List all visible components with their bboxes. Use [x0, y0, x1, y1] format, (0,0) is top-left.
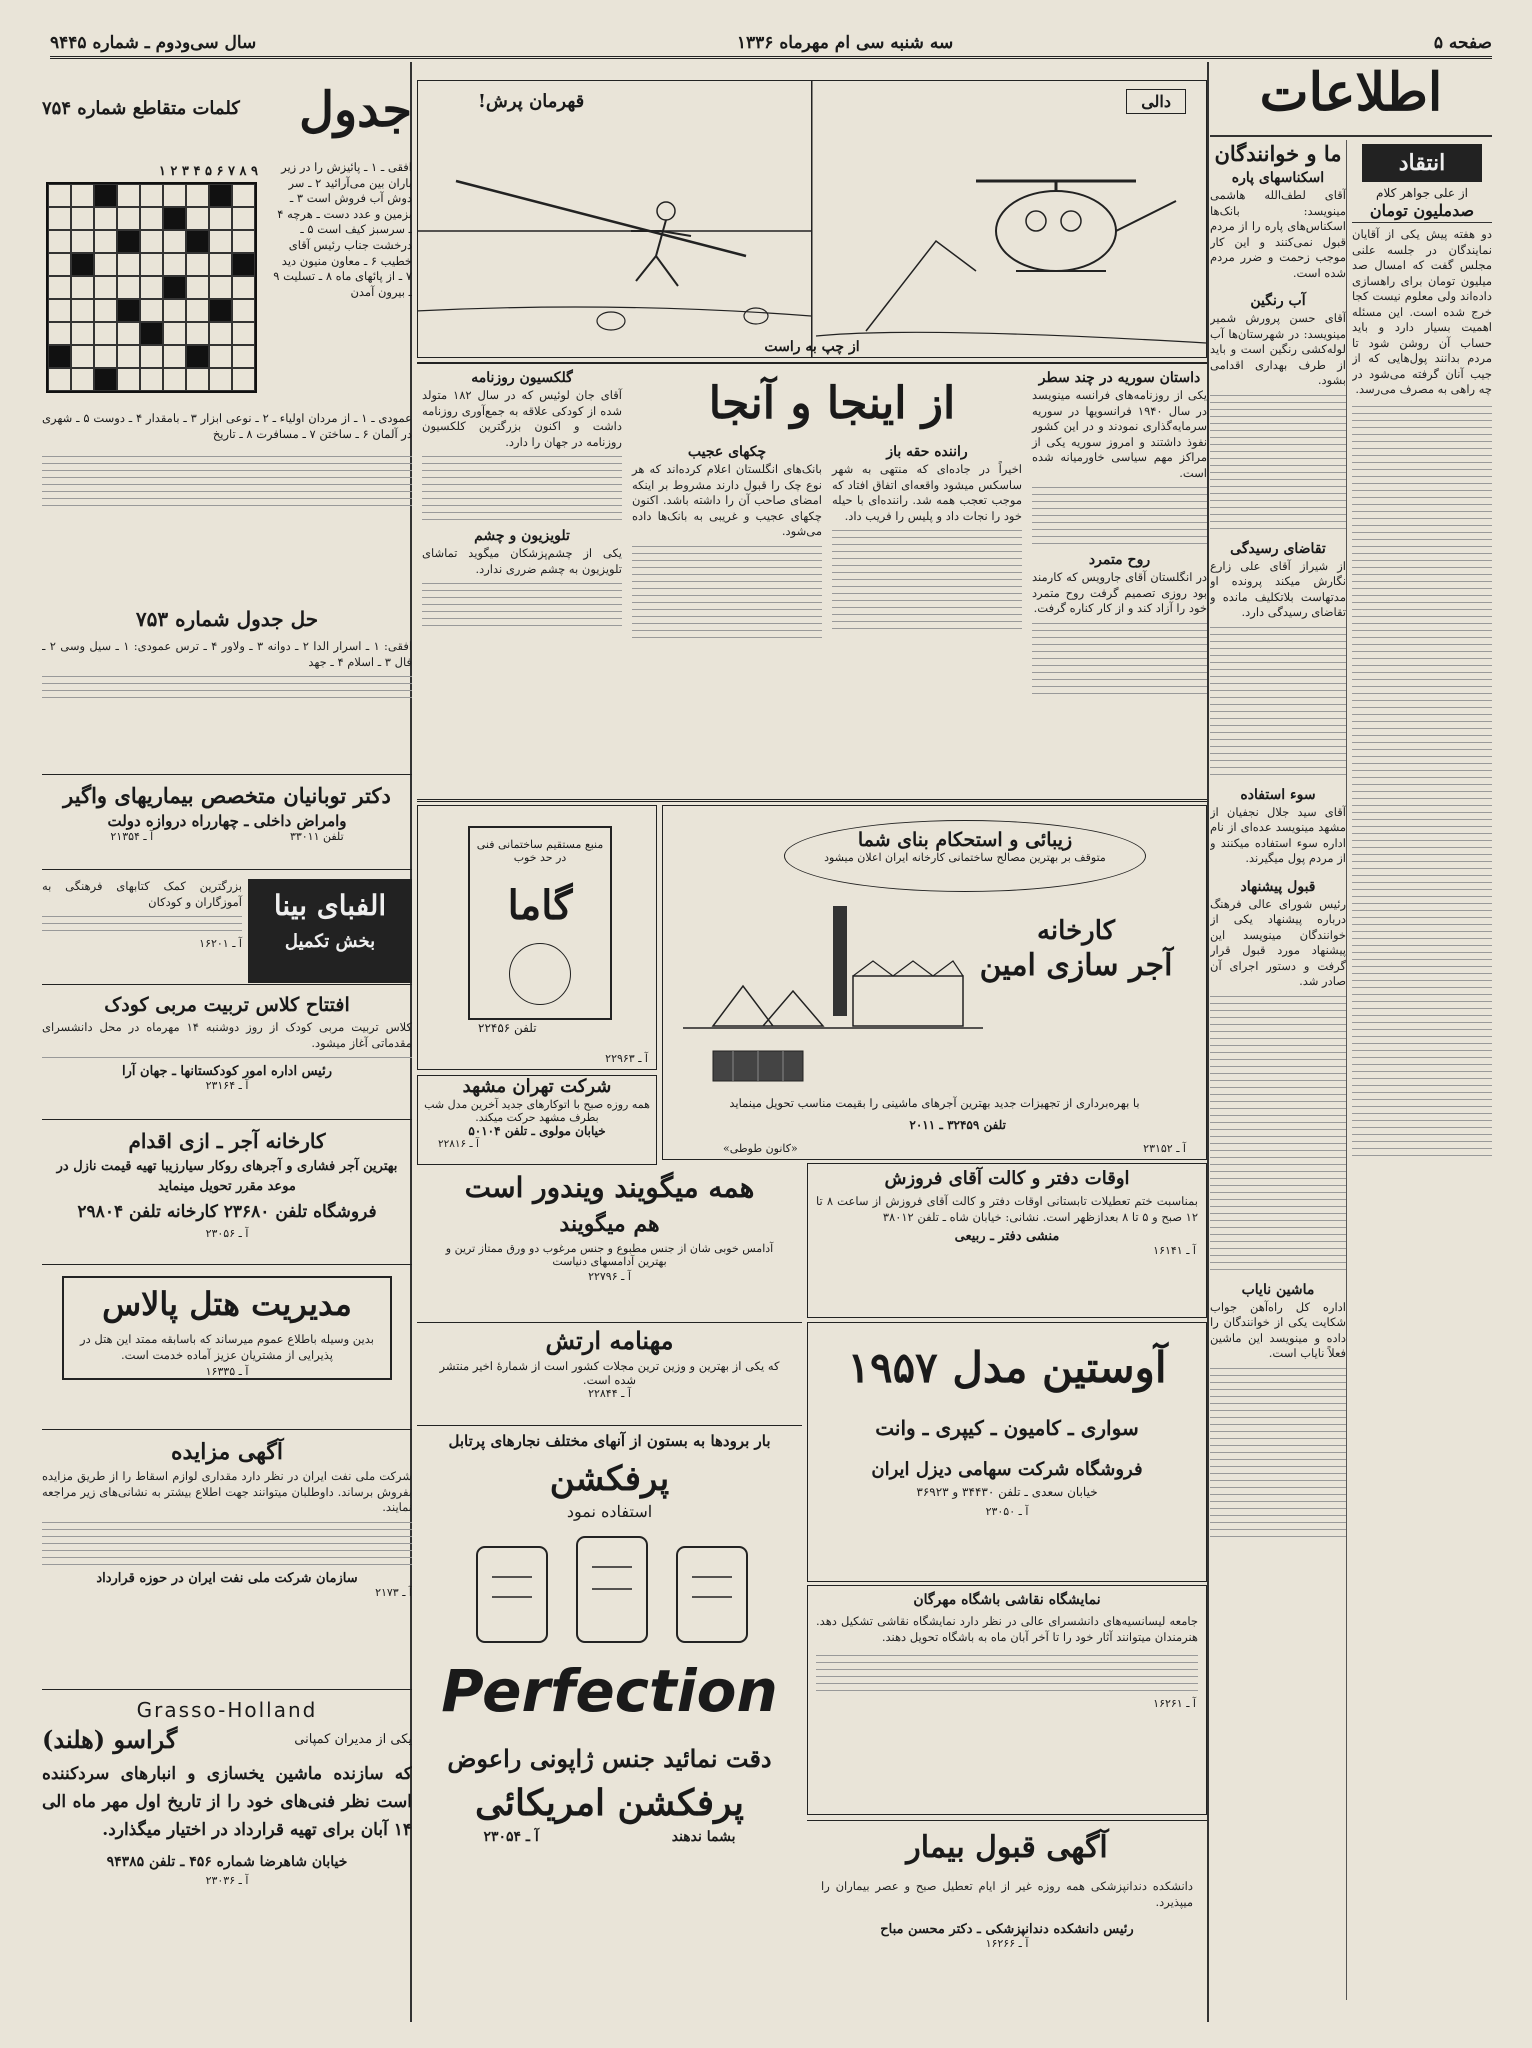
exhibition-ad: [807, 1585, 1207, 1815]
text-lines: [632, 546, 822, 638]
ad-brand: پرفکشن: [549, 1459, 670, 1499]
ad-phone: تلفن ۳۳۰۱۱: [289, 830, 344, 843]
ad-body: که یکی از بهترین و وزین ترین مجلات کشور است از شمارهٔ اخیر منتشر شده است.: [439, 1359, 780, 1387]
ad-tail: بشما ندهند: [671, 1829, 736, 1845]
ad-address: خیابان شاهرضا شماره ۴۵۶ ـ تلفن ۹۴۳۸۵: [106, 1854, 348, 1870]
ad-text-block: [42, 879, 242, 950]
auction-ad: [42, 1435, 412, 1690]
crossword-down-clues: عمودی ـ ۱ ـ از مردان اولیاء ـ ۲ ـ نوعی ابزار ۳ ـ بامقدار ۴ ـ دوست ۵ ـ شهری در آلمان ۶ ـ ساختن ۷ ـ مسافرت ۸ ـ تاریخ: [42, 411, 412, 441]
masthead-title: اطلاعات: [1259, 62, 1443, 123]
ad-caption: «کانون طوطی»: [723, 1142, 798, 1155]
ad-phone: تلفن ۳۲۴۵۹ ـ ۲۰۱۱: [909, 1118, 1006, 1132]
ad-address: خیابان مولوی ـ تلفن ۵۰۱۰۴: [468, 1124, 606, 1138]
reader-letter: [1210, 1280, 1346, 1362]
ad-code: آ ـ ۲۲۷۹۶: [588, 1270, 631, 1283]
ad-sub: یکی از مدیران کمپانی: [294, 1732, 412, 1747]
ad-brand-2: پرفکشن امریکائی: [474, 1782, 745, 1824]
ad-code: آ ـ ۲۲۸۱۶: [438, 1138, 479, 1150]
ad-title-row: [42, 1725, 412, 1754]
ad-code: آ ـ ۱۶۲۶۶: [985, 1937, 1029, 1950]
text-lines: [422, 456, 622, 520]
ad-latin-brand: Grasso-Holland: [136, 1698, 318, 1722]
gama-box: [468, 826, 612, 1020]
ad-headline: همه میگویند ویندور است: [464, 1171, 755, 1204]
gama-seal-icon: [509, 943, 571, 1005]
feature-text: بانک‌های انگلستان اعلام کرده‌اند که هر نوع چک را قبول دارند مشروط بر اینکه امضای صاحب آن را داشته باشد. اکنون چکهای عجیب و غریبی به بانک‌ها داده می‌شود.: [632, 462, 822, 538]
critique-section: انتقاد: [1362, 144, 1482, 182]
ad-body: بزرگترین کمک کتابهای فرهنگی به آموزگاران و کودکان: [42, 879, 242, 909]
brick-illustration: [703, 1041, 823, 1091]
gama-tagline: منبع مستقیم ساختمانی فنی در حد خوب: [476, 838, 604, 864]
ad-sign: سازمان شرکت ملی نفت ایران در حوزه قرارداد: [96, 1570, 358, 1586]
ad-dealer: فروشگاه شرکت سهامی دیزل ایران: [871, 1459, 1143, 1480]
text-lines: [42, 676, 412, 698]
feature-text: آقای جان لوئیس که در سال ۱۸۲ متولد شده از کودکی علاقه به جمع‌آوری روزنامه داشت و اکنون بزرگترین کلکسیون روزنامه در جهان را دارد.: [422, 388, 622, 449]
ad-body: جامعه لیسانسیه‌های دانشسرای عالی در نظر دارد نمایشگاه نقاشی تشکیل دهد. هنرمندان میتوانند آثار خود را تا آخر آبان ماه به باشگاه تحویل دهند.: [816, 1614, 1198, 1644]
divider: [1210, 135, 1492, 137]
letter-body: آقای حسن پرورش شمیر مینویسد: در شهرستان‌ها آب لوله‌کشی رنگین است و باید از طرف بهداری اقدامی بشود.: [1210, 311, 1346, 387]
text-lines: [42, 1522, 412, 1565]
reader-letter: [1210, 168, 1346, 281]
reader-letter: [1210, 539, 1346, 621]
text-lines: [1210, 395, 1346, 529]
ad-top-line: بار برودها به بستون از آنهای مختلف نجارهای پرتابل: [448, 1432, 771, 1450]
feature-text: در انگلستان آقای جارویس که کارمند بود روزی تصمیم گرفت روح متمرد خود را آزاد کند و از کار کناره گرفت.: [1032, 570, 1207, 615]
ad-code: آ ـ ۲۳۰۵۴: [483, 1829, 539, 1845]
ad-code: آ ـ ۲۳۰۳۶: [205, 1874, 249, 1887]
solution-title: حل جدول شماره ۷۵۳: [135, 607, 319, 631]
kindergarten-ad: [42, 990, 412, 1120]
ad-sub: وامراض داخلی ـ چهارراه دروازه دولت: [107, 812, 347, 830]
ad-title: شرکت تهران مشهد: [462, 1076, 612, 1097]
ad-code: آ ـ ۱۶۲۶۱: [1153, 1697, 1196, 1710]
feature-column: [422, 368, 622, 632]
ad-body: دانشکده دندانپزشکی همه روزه غیر از ایام تعطیل صبح و عصر بیماران را میپذیرد.: [821, 1879, 1193, 1909]
cartoon-caption: از چپ به راست: [764, 339, 860, 355]
text-lines: [1210, 627, 1346, 775]
reader-letter: [1210, 291, 1346, 389]
feature-text: یکی از چشم‌پزشکان میگوید تماشای تلویزیون به چشم ضرری ندارد.: [422, 546, 622, 576]
feature-heading: داستان سوریه در چند سطر: [1038, 370, 1201, 386]
ad-body: همه روزه صبح با اتوکارهای جدید آخرین مدل شب بطرف مشهد حرکت میکند.: [424, 1098, 650, 1124]
text-lines: [1210, 996, 1346, 1270]
ad-body: شرکت ملی نفت ایران در نظر دارد مقداری لوازم اسقاط را از طریق مزایده بفروش برساند. داوطلبان میتوانند جهت اطلاع بیشتر به نشانی‌های زیر مراجعه نمایند.: [42, 1469, 412, 1514]
letter-body: اداره کل راه‌آهن جواب شکایت یکی از خوانندگان را داده و مینویسد این ماشین فعلاً نایاب است.: [1210, 1299, 1346, 1360]
ad-body: آدامس خوبی شان از جنس مطبوع و جنس مرغوب دو ورق ممتاز ترین و بهترین آدامسهای دنیاست: [445, 1242, 774, 1268]
grasso-ad: [42, 1695, 412, 2015]
patient-ad: [807, 1820, 1207, 2020]
hotel-ad: [42, 1270, 412, 1430]
cartoon-title: قهرمان پرش!: [478, 91, 585, 112]
ad-sign: رئیس اداره امور کودکستانها ـ جهان آرا: [122, 1064, 332, 1079]
ad-title: افتتاح کلاس تربیت مربی کودک: [104, 994, 350, 1016]
ad-brand: آوستین مدل ۱۹۵۷: [847, 1343, 1167, 1392]
ad-code: آ ـ ۱۶۲۰۱: [199, 937, 242, 950]
ad-code: آ ـ ۲۳۰۵۶: [205, 1227, 249, 1240]
ad-footer: [42, 830, 412, 843]
text-lines: [1352, 406, 1492, 1156]
amin-brick-ad: [662, 805, 1207, 1160]
critique-byline: از علی جواهر کلام: [1376, 186, 1468, 200]
ad-title: آگهی مزایده: [171, 1439, 283, 1465]
cartoon-strip: [417, 80, 1207, 358]
feature-heading: گلکسیون روزنامه: [471, 370, 573, 386]
tehran-mashhad-ad: [417, 1075, 657, 1165]
ad-code: آ ـ ۱۶۱۴۱: [1153, 1244, 1196, 1257]
gama-phone: تلفن ۲۲۴۵۶: [478, 1021, 537, 1035]
gama-brand: گاما: [507, 882, 573, 929]
ad-title: مدیریت هتل پالاس: [102, 1285, 352, 1323]
solution-text: افقی: ۱ ـ اسرار الدا ۲ ـ دوانه ۳ ـ ولاور ۴ ـ ترس عمودی: ۱ ـ سیل وسی ۲ ـ فال ۳ ـ اسلام ۴ ـ جهد: [42, 639, 412, 669]
perfection-ad: [417, 1425, 802, 2020]
gama-code: آ ـ ۲۲۹۶۳: [605, 1052, 648, 1065]
ad-code: آ ـ ۲۱۷۳: [375, 1585, 412, 1599]
text-lines: [42, 450, 412, 512]
army-magazine-ad: [417, 1322, 802, 1422]
crossword-across-clues: افقی ـ ۱ ـ پائیزش را در زیر باران بین می‌آرائید ۲ ـ سر دوش آب فروش است ۳ ـ بزمین و عدد دست ـ هرچه ۴ ـ سرسبز کیف است ۵ ـ درخشت جناب رئیس آقای خطیب ۶ ـ معاون منیون دید ۷ ـ از پائهای ماه ۸ ـ تسلیت ۹ ـ بیرون آمدن: [273, 160, 412, 299]
ad-notice: دقت نمائید جنس ژاپونی راعوض: [447, 1744, 772, 1773]
year-issue: سال سی‌ودوم ـ شماره ۹۴۴۵: [50, 33, 257, 53]
issue-date: سه شنبه سی ام مهرماه ۱۳۳۶: [736, 33, 954, 53]
ad-code: آ ـ ۱۶۳۳۵: [205, 1365, 249, 1378]
text-lines: [1032, 487, 1207, 544]
ad-title: کارخانه: [1036, 916, 1116, 946]
cartoon-drawing: [417, 81, 1206, 358]
ad-body: بهترین آجر فشاری و آجرهای روکار سیارزیبا تهیه قیمت نازل در موعد مقرر تحویل مینماید: [56, 1159, 398, 1194]
crossword-grid[interactable]: [46, 182, 257, 393]
letter-title: تقاضای رسیدگی: [1230, 540, 1326, 557]
ad-body: که سازنده ماشین یخسازی و انبارهای سردکننده است نظر فنی‌های خود را از تاریخ اول مهر ماه الی ۱۴ آبان برای تهیه قرارداد در اختیار میگذارد.: [42, 1764, 412, 1840]
text-lines: [832, 530, 1022, 629]
letter-title: قبول پیشنهاد: [1240, 878, 1316, 895]
masthead: [1210, 62, 1492, 132]
ad-sign: منشی دفتر ـ ربیعی: [954, 1229, 1060, 1244]
austin-ad: [807, 1322, 1207, 1582]
gama-ad: [417, 805, 657, 1070]
ad-title: کارخانه آجر ـ ازی اقدام: [128, 1129, 326, 1153]
ad-title: نمایشگاه نقاشی باشگاه مهرگان: [913, 1592, 1101, 1608]
doctor-ad: [42, 780, 412, 870]
ad-sign: رئیس دانشکده دندانپزشکی ـ دکتر محسن مباح: [880, 1922, 1134, 1937]
ad-code: آ ـ ۲۳۱۶۴: [205, 1079, 249, 1092]
ad-frame: [62, 1276, 392, 1380]
feature-section: [417, 362, 1207, 802]
letter-body: آقای سید جلال نجفیان از مشهد مینویسد عده‌ای از نام اداره سوء استفاده میکنند و از مردم پول میگیرند.: [1210, 804, 1346, 865]
column-rule: [1207, 62, 1209, 2022]
ad-logo-box: [248, 879, 412, 983]
crossword-col-numbers: ۹ ۸ ۷ ۶ ۵ ۴ ۳ ۲ ۱: [158, 164, 258, 179]
feature-text: یکی از روزنامه‌های فرانسه مینویسد در سال ۱۹۴۰ فرانسویها در سوریه سرمایه‌گذاری نمودند و در این کشور نفوذ داشتند و امروز سوریه یکی از مراکز مهم سیاسی خاورمیانه شده است.: [1032, 388, 1207, 480]
ad-title: اوقات دفتر و کالت آقای فروزش: [884, 1168, 1130, 1189]
critique-column: [1352, 140, 1492, 2000]
ad-brand: آجر سازی امین: [979, 948, 1173, 983]
text-lines: [1032, 623, 1207, 694]
feature-column: [832, 442, 1022, 635]
ad-title: دکتر توبانیان متخصص بیماریهای واگیر: [63, 783, 391, 808]
ad-footer: [417, 1829, 802, 1845]
feature-column: [1032, 368, 1207, 700]
feature-title: از اینجا و آنجا: [708, 378, 956, 429]
windor-ad: [417, 1168, 802, 1318]
ad-phone: فروشگاه تلفن ۲۳۶۸۰ کارخانه تلفن ۲۹۸۰۴: [77, 1202, 377, 1222]
ad-latin-brand: Perfection: [441, 1657, 778, 1725]
letter-title: آب رنگین: [1250, 293, 1306, 309]
readers-column: [1210, 140, 1347, 2000]
ad-brand: الفبای بینا: [273, 889, 387, 922]
factory-illustration: [683, 896, 983, 1046]
letter-title: ماشین نایاب: [1241, 1281, 1315, 1298]
readers-title: ما و خوانندگان: [1214, 141, 1342, 166]
ad-body: بمناسبت ختم تعطیلات تابستانی اوقات دفتر و کالت آقای فروزش از ساعت ۸ تا ۱۲ صبح و ۵ تا ۸ بعدازظهر است. نشانی: خیابان شاه ـ تلفن ۳۸۰۱۲: [816, 1194, 1198, 1224]
alefba-ad: [42, 875, 412, 985]
feature-heading: چکهای عجیب: [687, 444, 767, 460]
critique-title: صدملیون تومان: [1352, 200, 1492, 223]
feature-heading: راننده حقه باز: [886, 444, 968, 460]
letter-title: اسکناسهای پاره: [1231, 170, 1325, 186]
crossword-title: جدول: [299, 82, 412, 138]
ad-title: مهنامه ارتش: [545, 1326, 674, 1355]
slogan-bubble: [784, 820, 1146, 892]
ad-slogan: زیبائی و استحکام بنای شما: [857, 829, 1073, 851]
ad-title: گراسو (هلند): [42, 1725, 178, 1754]
heater-illustration: [417, 1527, 802, 1647]
ad-title: آگهی قبول بیمار: [906, 1830, 1108, 1865]
ad-sub: استفاده نمود: [566, 1502, 653, 1521]
letter-body: آقای لطف‌الله هاشمی مینویسد: بانک‌ها اسکناس‌های پاره را از مردم قبول نمی‌کنند و این کار موجب زحمت و ضرر مردم شده است.: [1210, 188, 1346, 280]
crossword-solution: [42, 605, 412, 775]
ad-body: بدین وسیله باطلاع عموم میرساند که باسابقه ممتد این هتل در پذیرایی از مشتریان عزیز آماده خدمت است.: [80, 1332, 374, 1362]
law-office-ad: [807, 1163, 1207, 1318]
ad-heading-block: [976, 916, 1176, 986]
letter-body: از شیراز آقای علی زارع نگارش میکند پرونده او مدتهاست بلاتکلیف مانده و تقاضای رسیدگی دارد.: [1210, 558, 1346, 619]
ad-subheadline: هم میگویند: [559, 1211, 660, 1237]
ad-slogan-sub: متوقف بر بهترین مصالح ساختمانی کارخانه ایران اعلان میشود: [824, 851, 1106, 864]
crossword-section: [42, 80, 412, 600]
text-lines: [1210, 1368, 1346, 1537]
ad-code: آ ـ ۲۳۰۵۰: [985, 1505, 1029, 1518]
critique-body: دو هفته‌ پیش یکی از آقایان نمایندگان در جلسه علنی مجلس گفت که امسال صد میلیون تومان برای راهسازی داده‌اند ولی معلوم نیست کجا خرج شده است. این مسئله اهمیت بسیار دارد و باید حساب آن روشن شود تا مردم بدانند پول‌هایی که از جیب آنان گرفته می‌شود در چه راهی به مصرف می‌رسد.: [1352, 227, 1492, 396]
ad-sub: بخش تکمیل: [284, 931, 376, 952]
text-lines: [422, 583, 622, 626]
ad-code: آ ـ ۲۲۸۴۴: [588, 1387, 631, 1400]
brick-factory-ad: [42, 1125, 412, 1265]
ad-code: آ ـ ۲۱۳۵۴: [110, 830, 154, 843]
text-lines: [42, 916, 242, 931]
ad-body: با بهره‌برداری از تجهیزات جدید بهترین آجرهای ماشینی را بقیمت مناسب تحویل مینماید: [729, 1096, 1140, 1110]
ad-models: سواری ـ کامیون ـ کیپری ـ وانت: [875, 1416, 1139, 1440]
reader-letter: [1210, 785, 1346, 867]
feature-text: اخیراً در جاده‌ای که منتهی به شهر ساسکس میشود واقعه‌ای اتفاق افتاد که موجب تعجب همه شد. راننده‌ای با حیله خود را نجات داد و پلیس را فریب داد.: [832, 462, 1022, 523]
crossword-subtitle: کلمات متقاطع شماره ۷۵۴: [42, 98, 240, 119]
letter-body: رئیس شورای عالی فرهنگ درباره پیشنهاد یکی از خوانندگان مینویسد این پیشنهاد مورد قبول قرار گرفت و دستور اجرای آن صادر شد.: [1210, 896, 1346, 988]
page-number: صفحه ۵: [1433, 33, 1492, 53]
ad-body: کلاس تربیت مربی کودک از روز دوشنبه ۱۴ مهرماه در محل دانشسرای مقدماتی آغاز میشود.: [42, 1020, 412, 1050]
text-lines: [808, 1655, 1206, 1691]
feature-subheading: تلویزیون و چشم: [474, 528, 570, 544]
cartoon-signature: دالی: [1126, 89, 1186, 114]
text-lines: [42, 1057, 412, 1058]
ad-address: خیابان سعدی ـ تلفن ۳۴۴۳۰ و ۳۶۹۲۳: [916, 1485, 1098, 1499]
page-header: [50, 30, 1492, 59]
feature-column: [632, 442, 822, 644]
ad-code: آ ـ ۲۳۱۵۲: [1143, 1142, 1186, 1155]
feature-subheading: روح متمرد: [1088, 552, 1151, 568]
letter-title: سوء استفاده: [1240, 786, 1316, 803]
reader-letter: [1210, 877, 1346, 990]
